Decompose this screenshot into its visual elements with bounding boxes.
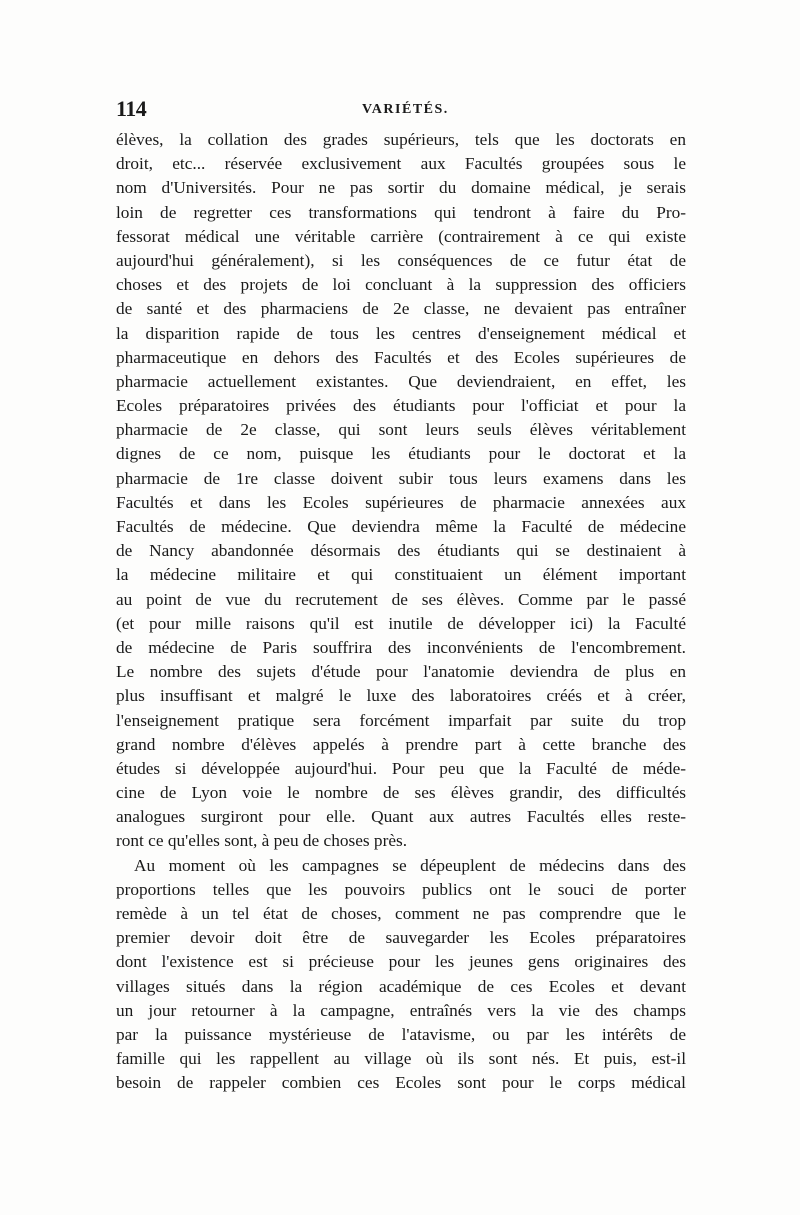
text-line: la médecine militaire et qui constituaient un élément important (116, 565, 686, 585)
text-line: pharmaceutique en dehors des Facultés et des Ecoles supérieures de (116, 347, 686, 367)
page-number: 114 (116, 96, 147, 121)
text-line: l'enseignement pratique sera forcément imparfait par suite du trop (116, 710, 686, 730)
text-line: Ecoles préparatoires privées des étudiants pour l'officiat et pour la (116, 396, 686, 416)
text-line: au point de vue du recrutement de ses élèves. Comme par le passé (116, 589, 686, 609)
text-line: villages situés dans la région académique de ces Ecoles et devant (116, 976, 686, 996)
text-line: nom d'Universités. Pour ne pas sortir du domaine médical, je serais (116, 178, 686, 198)
text-line: besoin de rappeler combien ces Ecoles sont pour le corps médical (116, 1073, 686, 1093)
text-line: famille qui les rappellent au village où ils sont nés. Et puis, est-il (116, 1049, 686, 1069)
text-line: (et pour mille raisons qu'il est inutile de développer ici) la Faculté (116, 613, 686, 633)
text-line: choses et des projets de loi concluant à la suppression des officiers (116, 275, 686, 295)
text-line: droit, etc... réservée exclusivement aux Facultés groupées sous le (116, 154, 686, 174)
text-line: de Nancy abandonnée désormais des étudiants qui se destinaient à (116, 541, 686, 561)
text-line: premier devoir doit être de sauvegarder les Ecoles préparatoires (116, 928, 686, 948)
text-line: pharmacie de 1re classe doivent subir tous leurs examens dans les (116, 468, 686, 488)
text-line: cine de Lyon voie le nombre de ses élèves grandir, des difficultés (116, 783, 686, 803)
paragraph-end-line: ront ce qu'elles sont, à peu de choses près. (116, 831, 408, 851)
text-line: fessorat médical une véritable carrière (contrairement à ce qui existe (116, 226, 686, 246)
text-line: aujourd'hui généralement), si les conséquences de ce futur état de (116, 250, 686, 270)
text-line: proportions telles que les pouvoirs publics ont le souci de porter (116, 879, 686, 899)
text-line: par la puissance mystérieuse de l'atavisme, ou par les intérêts de (116, 1024, 686, 1044)
text-line: études si développée aujourd'hui. Pour peu que la Faculté de méde- (116, 758, 686, 778)
text-line: grand nombre d'élèves appelés à prendre part à cette branche des (116, 734, 686, 754)
text-line: élèves, la collation des grades supérieurs, tels que les doctorats en (116, 130, 686, 149)
text-line: pharmacie actuellement existantes. Que deviendraient, en effet, les (116, 371, 686, 391)
text-line: analogues surgiront pour elle. Quant aux autres Facultés elles reste- (116, 807, 686, 827)
text-line: de médecine de Paris souffrira des inconvénients de l'encombrement. (116, 637, 686, 657)
text-line: Facultés de médecine. Que deviendra même la Faculté de médecine (116, 517, 686, 536)
page-header (116, 96, 686, 124)
text-line: loin de regretter ces transformations qui tendront à faire du Pro- (116, 202, 686, 222)
running-head: VARIÉTÉS. (362, 102, 449, 117)
text-line: un jour retourner à la campagne, entraînés vers la vie des champs (116, 1000, 686, 1020)
paragraph-start-line: Au moment où les campagnes se dépeuplent de médecins dans des (134, 855, 686, 875)
text-line: remède à un tel état de choses, comment ne pas comprendre que le (116, 904, 686, 923)
text-line: de santé et des pharmaciens de 2e classe, ne devaient pas entraîner (116, 299, 686, 319)
text-line: dont l'existence est si précieuse pour les jeunes gens originaires des (116, 952, 686, 972)
text-line: plus insuffisant et malgré le luxe des laboratoires créés et à créer, (116, 686, 686, 706)
body-text (116, 128, 686, 1096)
text-line: Facultés et dans les Ecoles supérieures de pharmacie annexées aux (116, 492, 686, 512)
text-line: Le nombre des sujets d'étude pour l'anatomie deviendra de plus en (116, 662, 686, 682)
text-line: dignes de ce nom, puisque les étudiants pour le doctorat et la (116, 444, 686, 464)
text-line: pharmacie de 2e classe, qui sont leurs seuls élèves véritablement (116, 420, 686, 440)
text-line: la disparition rapide de tous les centres d'enseignement médical et (116, 323, 686, 343)
